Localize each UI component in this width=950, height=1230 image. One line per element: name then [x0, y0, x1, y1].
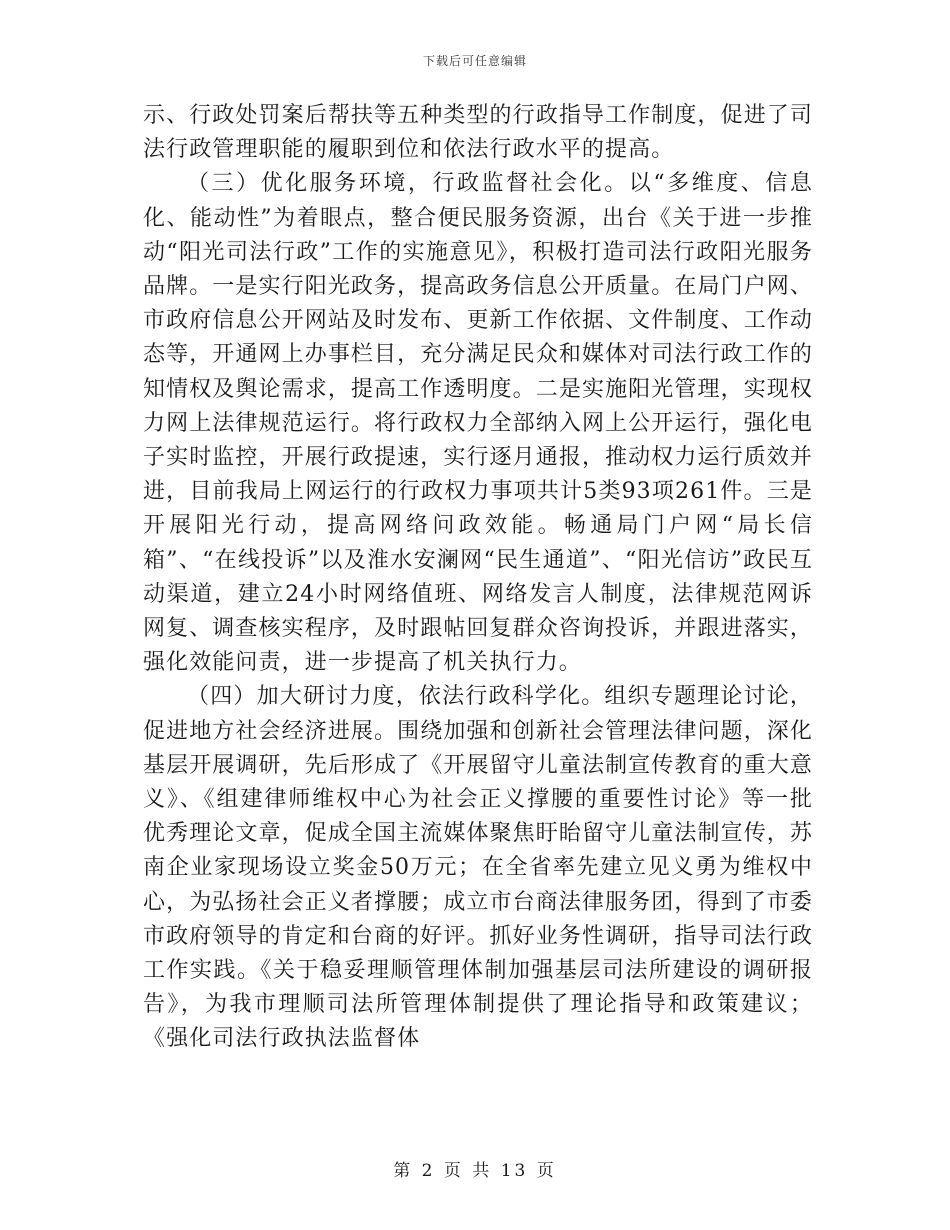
- page-header: 下载后可任意编辑: [422, 54, 527, 68]
- document-body: [143, 99, 813, 1057]
- page-number-footer: 第 2 页 共 13 页: [393, 1161, 557, 1181]
- paragraph-continuation: 示、行政处罚案后帮扶等五种类型的行政指导工作制度，促进了司法行政管理职能的履职到位和依法行政水平的提高。: [143, 103, 813, 163]
- paragraph-section-4: （四）加大研讨力度，依法行政科学化。组织专题理论讨论，促进地方社会经济进展。围绕加强和创新社会管理法律问题，深化基层开展调研，先后形成了《开展留守儿童法制宣传教育的重大意义》、《组建律师维权中心为社会正义撑腰的重要性讨论》等一批优秀理论文章，促成全国主流媒体聚焦盱眙留守儿童法制宣传，苏南企业家现场设立奖金50万元；在全省率先建立见义勇为维权中心，为弘扬社会正义者撑腰；成立市台商法律服务团，得到了市委市政府领导的肯定和台商的好评。抓好业务性调研，指导司法行政工作实践。《关于稳妥理顺管理体制加强基层司法所建设的调研报告》，为我市理顺司法所管理体制提供了理论指导和政策建议；《强化司法行政执法监督体: [143, 684, 813, 1052]
- paragraph-section-3: （三）优化服务环境，行政监督社会化。以“多维度、信息化、能动性”为着眼点，整合便民服务资源，出台《关于进一步推动“阳光司法行政”工作的实施意见》，积极打造司法行政阳光服务品牌。一是实行阳光政务，提高政务信息公开质量。在局门户网、市政府信息公开网站及时发布、更新工作依据、文件制度、工作动态等，开通网上办事栏目，充分满足民众和媒体对司法行政工作的知情权及舆论需求，提高工作透明度。二是实施阳光管理，实现权力网上法律规范运行。将行政权力全部纳入网上公开运行，强化电子实时监控，开展行政提速，实行逐月通报，推动权力运行质效并进，目前我局上网运行的行政权力事项共计5类93项261件。三是开展阳光行动，提高网络问政效能。畅通局门户网“局长信箱”、“在线投诉”以及淮水安澜网“民生通道”、“阳光信访”政民互动渠道，建立24小时网络值班、网络发言人制度，法律规范网诉网复、调查核实程序，及时跟帖回复群众咨询投诉，并跟进落实，强化效能问责，进一步提高了机关执行力。: [143, 171, 813, 676]
